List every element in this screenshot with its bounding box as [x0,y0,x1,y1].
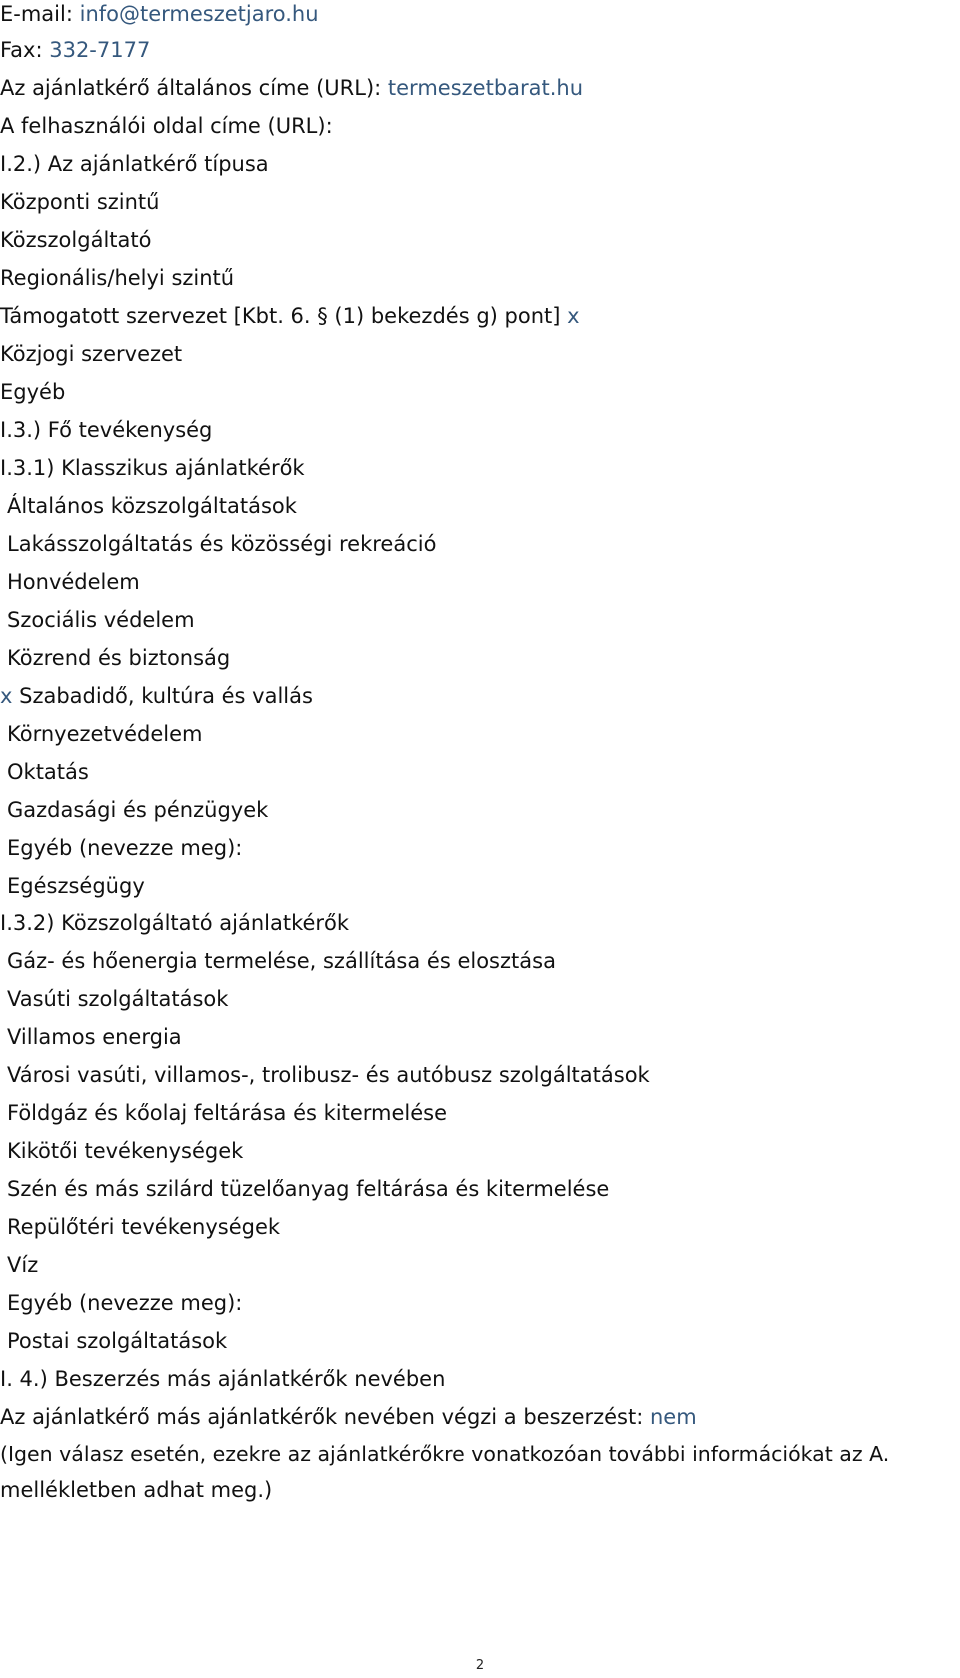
utility-heading: I.3.2) Közszolgáltató ajánlatkérők [0,911,350,935]
other-buyers-value: nem [650,1405,697,1429]
classic-item: Egyéb (nevezze meg): [7,836,243,860]
utility-item: Szén és más szilárd tüzelőanyag feltárása és kitermelése [7,1177,610,1201]
fax-label: Fax: [0,38,43,62]
user-url-label: A felhasználói oldal címe (URL): [0,114,333,138]
classic-heading: I.3.1) Klasszikus ajánlatkérők [0,456,305,480]
option-other: Egyéb [0,380,66,404]
utility-item: Vasúti szolgáltatások [7,987,229,1011]
classic-item-label: Szabadidő, kultúra és vallás [19,684,313,708]
url-link[interactable]: termeszetbarat.hu [387,76,584,100]
classic-item-selected [0,682,313,710]
option-supported-label: Támogatott szervezet [Kbt. 6. § (1) bekezdés g) pont] [0,304,561,328]
option-supported [0,302,580,330]
utility-item: Földgáz és kőolaj feltárása és kitermelése [7,1101,448,1125]
page-number: 2 [475,1658,485,1673]
option-central: Központi szintű [0,190,160,214]
utility-item: Repülőtéri tevékenységek [7,1215,281,1239]
classic-item: Lakásszolgáltatás és közösségi rekreáció [7,532,437,556]
classic-item: Oktatás [7,760,89,784]
section-i3-heading: I.3.) Fő tevékenység [0,418,213,442]
option-public-service: Közszolgáltató [0,228,152,252]
utility-item: Villamos energia [7,1025,182,1049]
utility-item: Postai szolgáltatások [7,1329,228,1353]
utility-item: Gáz- és hőenergia termelése, szállítása és elosztása [7,949,556,973]
classic-item: Honvédelem [7,570,140,594]
note-line-2: mellékletben adhat meg.) [0,1478,273,1502]
email-link[interactable]: info@termeszetjaro.hu [79,2,319,26]
utility-item: Egyéb (nevezze meg): [7,1291,243,1315]
fax-value: 332-7177 [49,38,151,62]
classic-item: Gazdasági és pénzügyek [7,798,269,822]
classic-item: Közrend és biztonság [7,646,231,670]
section-i4-heading: I. 4.) Beszerzés más ajánlatkérők nevében [0,1367,446,1391]
utility-item: Városi vasúti, villamos-, trolibusz- és autóbusz szolgáltatások [7,1063,650,1087]
email-line [0,0,319,28]
selected-mark: x [0,684,13,708]
section-i2-heading: I.2.) Az ajánlatkérő típusa [0,152,269,176]
classic-item: Környezetvédelem [7,722,203,746]
utility-item: Víz [7,1253,39,1277]
utility-item: Kikötői tevékenységek [7,1139,244,1163]
url-label: Az ajánlatkérő általános címe (URL): [0,76,382,100]
classic-item: Egészségügy [7,874,145,898]
url-line [0,74,583,102]
email-label: E-mail: [0,2,73,26]
fax-line [0,36,150,64]
note-line-1: (Igen válasz esetén, ezekre az ajánlatkérőkre vonatkozóan további információkat az A. [0,1442,890,1466]
user-url-line [0,112,333,140]
selected-mark: x [567,304,580,328]
option-regional: Regionális/helyi szintű [0,266,235,290]
other-buyers-question [0,1403,697,1431]
classic-item: Szociális védelem [7,608,195,632]
classic-item: Általános közszolgáltatások [7,494,297,518]
other-buyers-label: Az ajánlatkérő más ajánlatkérők nevében végzi a beszerzést: [0,1405,644,1429]
option-public-law: Közjogi szervezet [0,342,183,366]
